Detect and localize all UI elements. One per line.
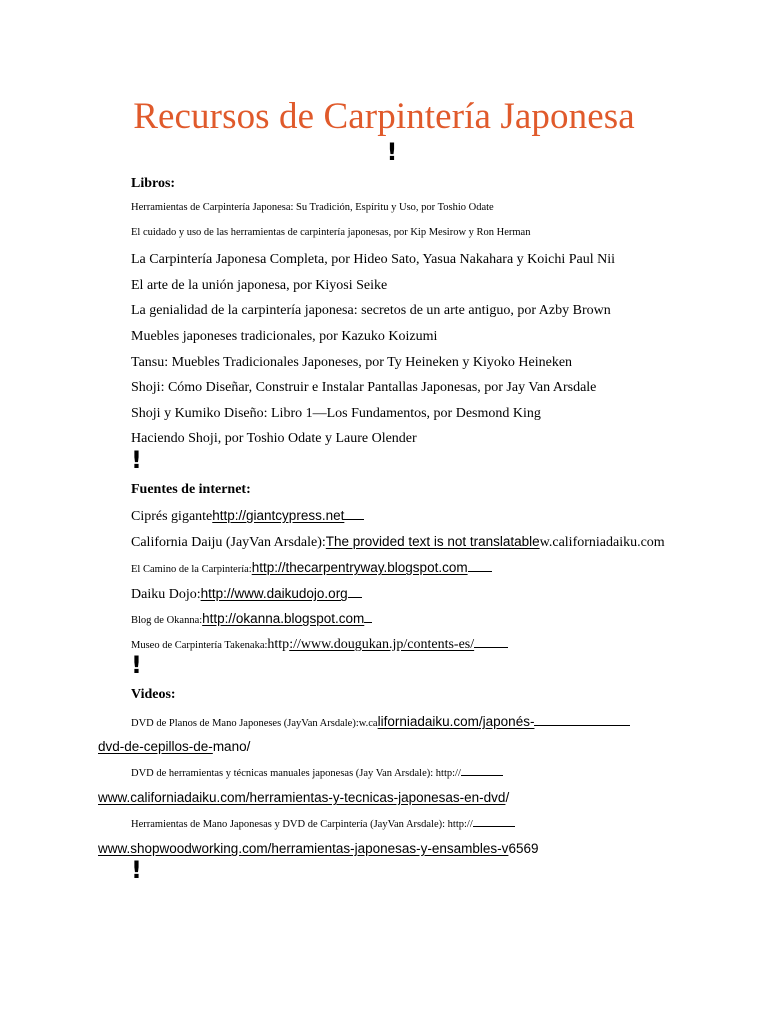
book-item: Herramientas de Carpintería Japonesa: Su Tradición, Espíritu y Uso, por Toshio Odate — [131, 202, 494, 213]
source-label: Museo de Carpintería Takenaka: — [131, 640, 268, 651]
video-url-text: mano/ — [212, 739, 251, 754]
web-item-dojo — [131, 587, 362, 602]
source-url-text: w.californiadaiku.com — [539, 535, 665, 550]
book-item: La Carpintería Japonesa Completa, por Hideo Sato, Yasua Nakahara y Koichi Paul Nii — [131, 252, 616, 267]
exclamation-mark: ! — [131, 651, 142, 679]
source-label: California Daiju (JayVan Arsdale): — [131, 535, 326, 550]
source-link[interactable]: The provided text is not translatable — [325, 534, 540, 549]
underline-blank — [348, 596, 362, 598]
web-heading: Fuentes de internet: — [131, 482, 251, 497]
video-link[interactable]: www.californiadaiku.com/herramientas-y-tecnicas-japonesas-en-dvd — [98, 790, 506, 805]
video-item-3-continuation — [98, 841, 538, 857]
source-label: Daiku Dojo: — [131, 587, 201, 602]
video-link[interactable]: dvd-de-cepillos-de- — [98, 739, 213, 754]
underline-blank — [344, 518, 364, 520]
video-label: DVD de Planos de Mano Japoneses (JayVan Arsdale): — [131, 718, 359, 729]
web-item-daiju — [131, 535, 665, 550]
video-label: Herramientas de Mano Japonesas y DVD de Carpintería (JayVan Arsdale): http:// — [131, 819, 473, 830]
video-label: DVD de herramientas y técnicas manuales japonesas (Jay Van Arsdale): http:// — [131, 768, 461, 779]
exclamation-mark: ! — [386, 138, 398, 166]
underline-blank — [461, 774, 503, 776]
video-url-text: 6569 — [508, 841, 539, 856]
book-item: Shoji y Kumiko Diseño: Libro 1—Los Fundamentos, por Desmond King — [131, 406, 541, 421]
source-link[interactable]: http://giantcypress.net — [212, 508, 345, 523]
underline-blank — [364, 621, 372, 623]
source-label: El Camino de la Carpintería: — [131, 564, 252, 575]
video-url-text: w.ca — [358, 718, 378, 729]
underline-blank — [468, 570, 492, 572]
source-link[interactable]: http://okanna.blogspot.com — [202, 611, 365, 626]
video-item-1-continuation — [98, 739, 250, 755]
video-item-3 — [131, 815, 515, 831]
source-link[interactable]: http://www.daikudojo.org — [200, 586, 348, 601]
underline-blank — [474, 646, 508, 648]
book-item: El arte de la unión japonesa, por Kiyosi Seike — [131, 278, 388, 293]
books-heading: Libros: — [131, 176, 176, 191]
source-label: Blog de Okanna: — [131, 615, 203, 626]
source-label: Ciprés gigante — [131, 509, 213, 524]
underline-blank — [534, 724, 630, 726]
web-item-camino — [131, 561, 492, 576]
page-title: Recursos de Carpintería Japonesa — [133, 96, 635, 137]
video-item-2-continuation — [98, 790, 509, 806]
underline-blank — [473, 825, 515, 827]
videos-heading: Videos: — [131, 687, 176, 702]
web-item-giant — [131, 509, 364, 524]
book-item: Haciendo Shoji, por Toshio Odate y Laure Olender — [131, 431, 417, 446]
book-item: La genialidad de la carpintería japonesa: secretos de un arte antiguo, por Azby Brown — [131, 303, 611, 318]
video-link[interactable]: liforniadaiku.com/japonés- — [377, 714, 535, 729]
book-item: Tansu: Muebles Tradicionales Japoneses, por Ty Heineken y Kiyoko Heineken — [131, 355, 573, 370]
book-item: El cuidado y uso de las herramientas de carpintería japonesas, por Kip Mesirow y Ron Herman — [131, 227, 531, 238]
video-url-text: / — [505, 790, 510, 805]
video-link[interactable]: www.shopwoodworking.com/herramientas-japonesas-y-ensambles-v — [98, 841, 509, 856]
source-link[interactable]: http://thecarpentryway.blogspot.com — [251, 560, 468, 575]
book-item: Shoji: Cómo Diseñar, Construir e Instalar Pantallas Japonesas, por Jay Van Arsdale — [131, 380, 597, 395]
source-url-text: http — [267, 637, 290, 652]
source-link[interactable]: ://www.dougukan.jp/contents-es/ — [289, 637, 475, 652]
exclamation-mark: ! — [131, 446, 142, 474]
video-item-1 — [131, 714, 630, 730]
video-item-2 — [131, 764, 503, 780]
exclamation-mark: ! — [131, 856, 142, 884]
web-item-okanna — [131, 612, 372, 627]
web-item-takenaka — [131, 638, 508, 652]
book-item: Muebles japoneses tradicionales, por Kazuko Koizumi — [131, 329, 438, 344]
